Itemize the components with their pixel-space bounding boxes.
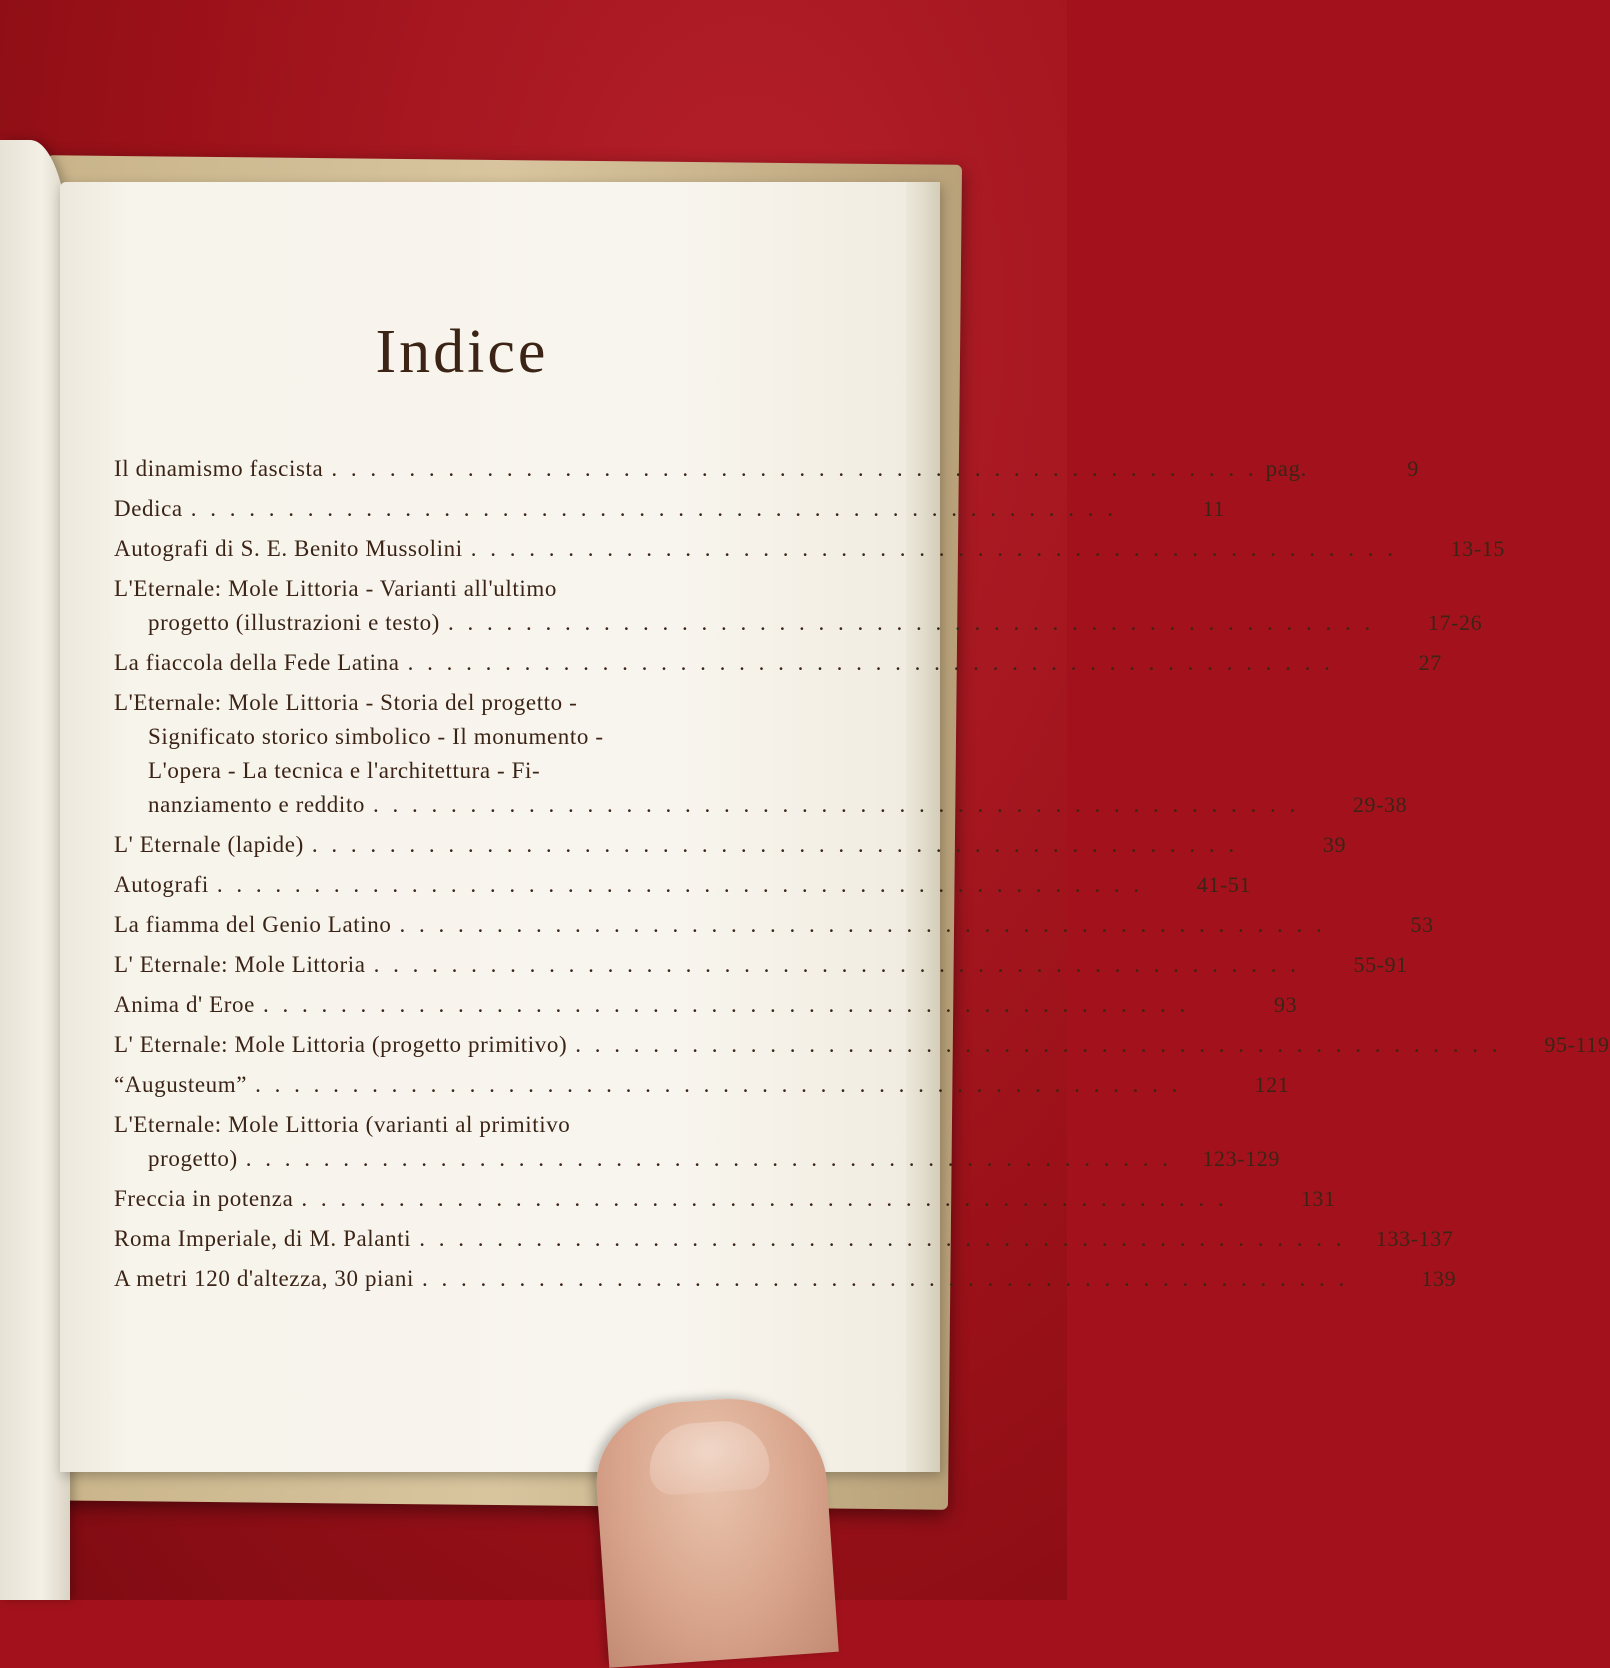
toc-entry-text [114,572,1382,640]
toc-entry-title: Significato storico simbolico - Il monumento - [148,724,604,749]
toc-entry-line [114,828,1246,862]
toc-entry-title: progetto (illustrazioni e testo) [148,610,440,635]
toc-entry-title: La fiamma del Genio Latino [114,912,392,937]
toc-entry [114,686,1408,822]
toc-page-number: 95-119 [1544,1032,1610,1057]
toc-entry-line [114,532,1405,566]
toc-entry-title: Roma Imperiale, di M. Palanti [114,1226,412,1251]
toc-entry-line [114,948,1308,982]
toc-entry-line [114,988,1197,1022]
dot-leader [408,646,1334,680]
toc-entry [114,988,1298,1022]
table-of-contents [114,452,1610,1302]
toc-entry-line [114,1028,1510,1062]
toc-entry-line [114,1182,1236,1216]
toc-entry-line [114,720,1307,754]
toc-entry [114,1182,1336,1216]
toc-page-number: 41-51 [1196,872,1252,897]
toc-entry-title: L'Eternale: Mole Littoria - Varianti all'ultimo [114,576,557,601]
dot-leader [448,606,1374,640]
toc-page-number: 39 [1322,832,1347,857]
dot-leader [374,948,1300,982]
toc-entry-line [114,1068,1189,1102]
toc-page-number: 53 [1410,912,1434,937]
toc-entry [114,572,1483,640]
toc-entry-text [114,1182,1236,1216]
toc-page-number: 55-91 [1353,952,1408,977]
toc-entry [114,646,1442,680]
toc-entry-text [114,1028,1510,1062]
toc-entry [114,1108,1280,1176]
toc-entry-line [114,492,1125,526]
dot-leader [263,988,1189,1022]
toc-entry-title: nanziamento e reddito [148,792,365,817]
toc-entry [114,492,1225,526]
dot-leader [255,1068,1181,1102]
thumbnail [647,1418,772,1496]
toc-entry-line [114,606,1382,640]
toc-entry-title: La fiaccola della Fede Latina [114,650,400,675]
page-title: Indice [375,318,549,386]
toc-entry-title: Dedica [114,496,183,521]
thumb [591,1392,839,1667]
toc-entry [114,1068,1290,1102]
toc-entry-title: L'opera - La tecnica e l'architettura - Fi- [148,758,541,783]
toc-entry-title: progetto) [148,1146,238,1171]
toc-entry-title: L'Eternale: Mole Littoria (varianti al primitivo [114,1112,571,1137]
toc-entry-text [114,532,1405,566]
toc-entry-title: L' Eternale: Mole Littoria (progetto primitivo) [114,1032,568,1057]
toc-page-number: 9 [1407,456,1419,481]
toc-entry-text [114,1262,1356,1296]
toc-entry [114,828,1347,862]
toc-entry-line [114,646,1342,680]
toc-entry-line [114,572,1382,606]
toc-page-number: 17-26 [1427,610,1483,635]
toc-page-number: 131 [1300,1186,1336,1211]
toc-entry-text [114,1108,1180,1176]
toc-entry [114,1028,1610,1062]
toc-entry-text [114,828,1246,862]
dot-leader [217,868,1143,902]
toc-page-number: 29-38 [1352,792,1408,817]
toc-entry [114,1262,1457,1296]
pag-label: pag. [1265,456,1307,481]
dot-leader [471,532,1397,566]
toc-entry [114,948,1408,982]
toc-entry [114,452,1419,486]
dot-leader [312,828,1238,862]
dot-leader [575,1028,1501,1062]
toc-entry-line [114,1108,1180,1142]
toc-entry-text [114,452,1319,486]
toc-entry-text [114,908,1334,942]
toc-entry-title: L' Eternale: Mole Littoria [114,952,366,977]
toc-page-number: 11 [1202,496,1225,521]
dot-leader [399,908,1325,942]
toc-entry-text [114,1068,1189,1102]
toc-page-number: 27 [1418,650,1442,675]
dot-leader [191,492,1117,526]
toc-entry-text [114,1222,1353,1256]
toc-entry-text [114,948,1308,982]
toc-entry-title: Freccia in potenza [114,1186,294,1211]
toc-entry-title: Anima d' Eroe [114,992,255,1017]
toc-entry-line [114,1142,1180,1176]
toc-entry-title: Autografi [114,872,209,897]
toc-entry-title: “Augusteum” [114,1072,248,1097]
toc-page-number: 139 [1421,1266,1457,1291]
toc-entry-text [114,646,1342,680]
toc-entry-text [114,492,1125,526]
toc-entry-line [114,788,1307,822]
toc-entry-line [114,754,1307,788]
toc-page-number: 133-137 [1375,1226,1454,1251]
toc-entry-text [114,686,1307,822]
toc-entry-line [114,868,1151,902]
toc-entry-line [114,1222,1353,1256]
toc-page-number: 93 [1274,992,1298,1017]
toc-entry [114,532,1505,566]
toc-entry [114,1222,1454,1256]
dot-leader [373,788,1299,822]
toc-entry-title: Autografi di S. E. Benito Mussolini [114,536,463,561]
toc-entry-line [114,686,1307,720]
dot-leader [301,1182,1227,1216]
dot-leader [246,1142,1172,1176]
toc-page-number: 121 [1254,1072,1290,1097]
toc-page-number: 13-15 [1450,536,1505,561]
dot-leader [419,1222,1345,1256]
toc-entry-title: Il dinamismo fascista [114,456,324,481]
dot-leader [422,1262,1348,1296]
toc-entry-title: L'Eternale: Mole Littoria - Storia del progetto - [114,690,578,715]
toc-entry-title: L' Eternale (lapide) [114,832,304,857]
toc-entry [114,868,1252,902]
toc-entry [114,908,1434,942]
book-page [60,182,1610,1472]
toc-page-number: 123-129 [1202,1146,1280,1171]
toc-entry-line [114,1262,1356,1296]
toc-entry-title: A metri 120 d'altezza, 30 piani [114,1266,414,1291]
dot-leader [331,452,1257,486]
toc-entry-text [114,868,1151,902]
toc-entry-line [114,452,1319,486]
toc-entry-line [114,908,1334,942]
toc-entry-text [114,988,1197,1022]
